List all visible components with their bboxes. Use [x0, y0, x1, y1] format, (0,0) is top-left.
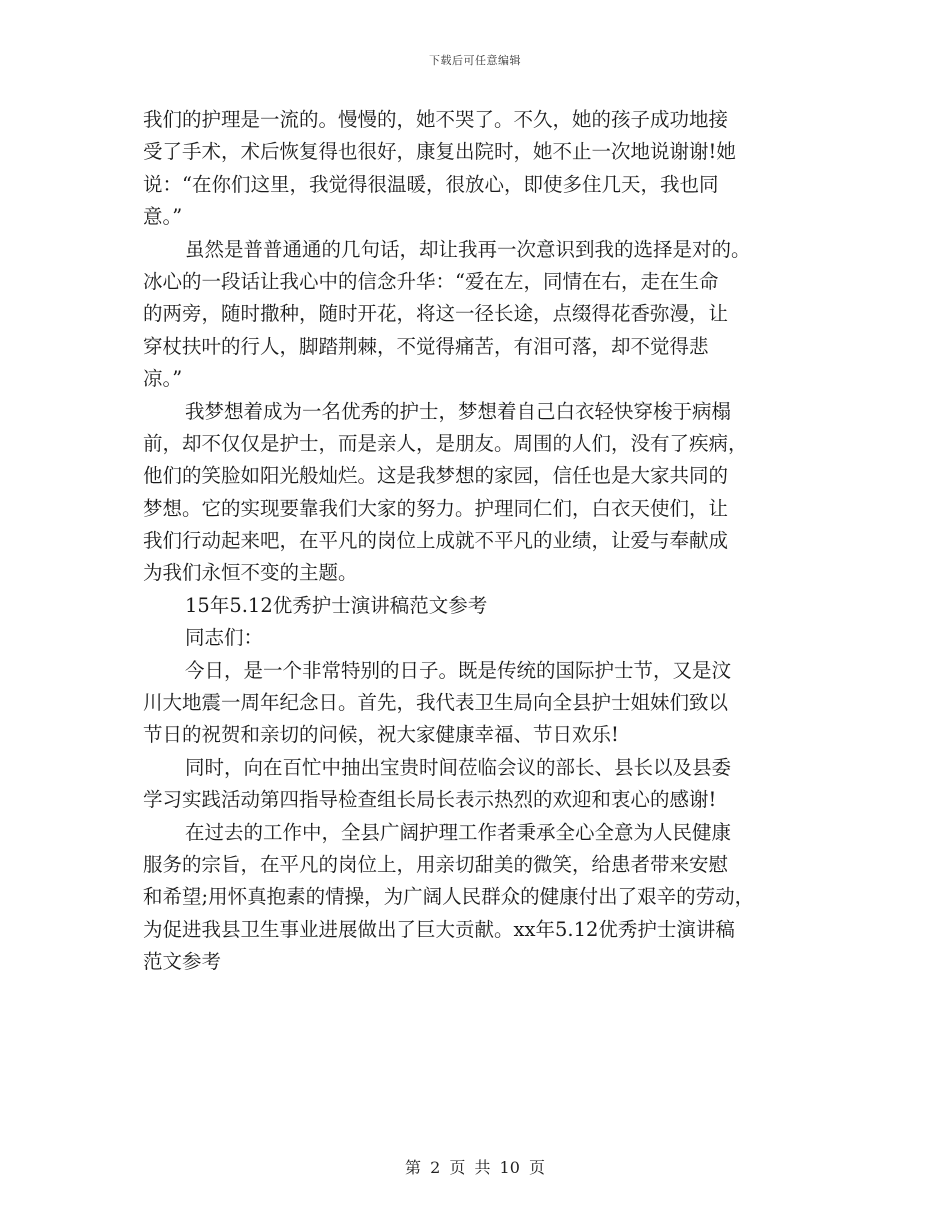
text-line: 服务的宗旨，在平凡的岗位上，用亲切甜美的微笑，给患者带来安慰	[143, 852, 729, 876]
text-line: 冰心的一段话让我心中的信念升华：“爱在左，同情在右，走在生命	[143, 269, 719, 293]
text-line: 15年5.12优秀护士演讲稿范文参考	[185, 593, 488, 617]
page-footer: 第 2 页 共 10 页	[405, 1158, 545, 1177]
text-line: 学习实践活动第四指导检查组长局长表示热烈的欢迎和衷心的感谢!	[143, 788, 717, 812]
text-line: 为我们永恒不变的主题。	[143, 561, 358, 585]
text-line: 我们行动起来吧，在平凡的岗位上成就不平凡的业绩，让爱与奉献成	[143, 529, 729, 553]
text-line: 受了手术，术后恢复得也很好，康复出院时，她不止一次地说谢谢!她	[143, 140, 736, 164]
text-line: 说：“在你们这里，我觉得很温暖，很放心，即使多住几天，我也同	[143, 172, 719, 196]
text-line: 今日，是一个非常特别的日子。既是传统的国际护士节，又是汶	[185, 658, 732, 682]
text-line: 我们的护理是一流的。慢慢的，她不哭了。不久，她的孩子成功地接	[143, 108, 729, 131]
text-line: 的两旁，随时撒种，随时开花，将这一径长途，点缀得花香弥漫，让	[143, 302, 729, 326]
text-line: 梦想。它的实现要靠我们大家的努力。护理同仁们，白衣天使们，让	[143, 496, 729, 520]
text-line: 在过去的工作中，全县广阔护理工作者秉承全心全意为人民健康	[185, 820, 732, 844]
text-line: 前，却不仅仅是护士，而是亲人，是朋友。周围的人们，没有了疾病，	[143, 431, 748, 455]
text-line: 和希望;用怀真抱素的情操，为广阔人民群众的健康付出了艰辛的劳动，	[143, 885, 755, 909]
text-line: 意。”	[143, 205, 183, 229]
page-header: 下载后可任意编辑	[429, 54, 521, 67]
text-line: 范文参考	[143, 950, 222, 974]
text-line: 穿杖扶叶的行人，脚踏荆棘，不觉得痛苦，有泪可落，却不觉得悲	[143, 334, 709, 358]
text-line: 他们的笑脸如阳光般灿烂。这是我梦想的家园，信任也是大家共同的	[143, 464, 729, 488]
document-body	[143, 104, 813, 979]
text-line: 同时，向在百忙中抽出宝贵时间莅临会议的部长、县长以及县委	[185, 755, 732, 779]
text-line: 为促进我县卫生事业进展做出了巨大贡献。xx年5.12优秀护士演讲稿	[143, 917, 735, 941]
text-line: 川大地震一周年纪念日。首先，我代表卫生局向全县护士姐妹们致以	[143, 691, 729, 715]
text-line: 虽然是普普通通的几句话，却让我再一次意识到我的选择是对的。	[185, 237, 751, 261]
text-line: 同志们：	[185, 626, 264, 650]
text-line: 我梦想着成为一名优秀的护士，梦想着自己白衣轻快穿梭于病榻	[185, 399, 732, 423]
text-line: 凉。”	[143, 367, 183, 391]
text-line: 节日的祝贺和亲切的问候，祝大家健康幸福、节日欢乐!	[143, 723, 619, 747]
